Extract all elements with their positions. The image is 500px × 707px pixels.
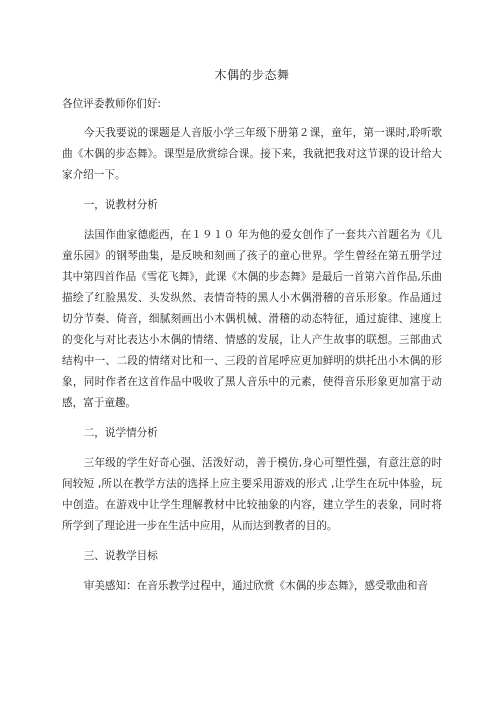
- intro-paragraph: 今天我要说的课题是人音版小学三年级下册第２课，童年，第一课时,聆听歌曲《木偶的步态舞》。课型是欣赏综合课。接下来，我就把我对这节课的设计给大家介绍一下。: [62, 127, 442, 181]
- section-heading-textbook-analysis: 一，说教材分析: [83, 199, 158, 211]
- student-analysis-paragraph: 三年级的学生好奇心强、活泼好动，善于模仿,身心可塑性强，有意注意的时间较短 ,所以在教学方法的选择上应主要采用游戏的形式 ,让学生在玩中体验，玩中创造。在游戏中让学生理解教材中比较抽象的内容，建立学生的表象，同时将所学到了理论进一步在生活中应用，从而达到教者的目的。: [62, 457, 442, 532]
- textbook-analysis-paragraph: 法国作曲家德彪西，在１９１０ 年为他的爱女创作了一套共六首题名为《儿童乐园》的钢琴曲集，是反映和刻画了孩子的童心世界。学生曾经在第五册学过其中第四首作品《雪花飞舞》，此课《木偶的步态舞》是最后一首第六首作品,乐曲描绘了红脸黑发、头发纵然、表情奇特的黑人小木偶滑稽的音乐形象。作品通过切分节奏、倚音，细腻刻画出小木偶机械、滑稽的动态特征，通过旋律、速度上的变化与对比表达小木偶的情绪、情感的发展，让人产生故事的联想。三部曲式结构中一、二段的情绪对比和一、三段的首尾呼应更加鲜明的烘托出小木偶的形象，同时作者在这首作品中吸收了黑人音乐中的元素，使得音乐形象更加富于动感，富于童趣。: [62, 229, 442, 409]
- document-title: 木偶的步态舞: [214, 68, 290, 82]
- section-heading-teaching-goals: 三、说教学目标: [83, 550, 158, 562]
- greeting-line: 各位评委教师你们好:: [62, 98, 161, 110]
- teaching-goals-paragraph: 审美感知：在音乐教学过程中，通过欣赏《木偶的步态舞》，感受歌曲和音: [83, 580, 429, 592]
- section-heading-student-analysis: 二，说学情分析: [83, 427, 158, 439]
